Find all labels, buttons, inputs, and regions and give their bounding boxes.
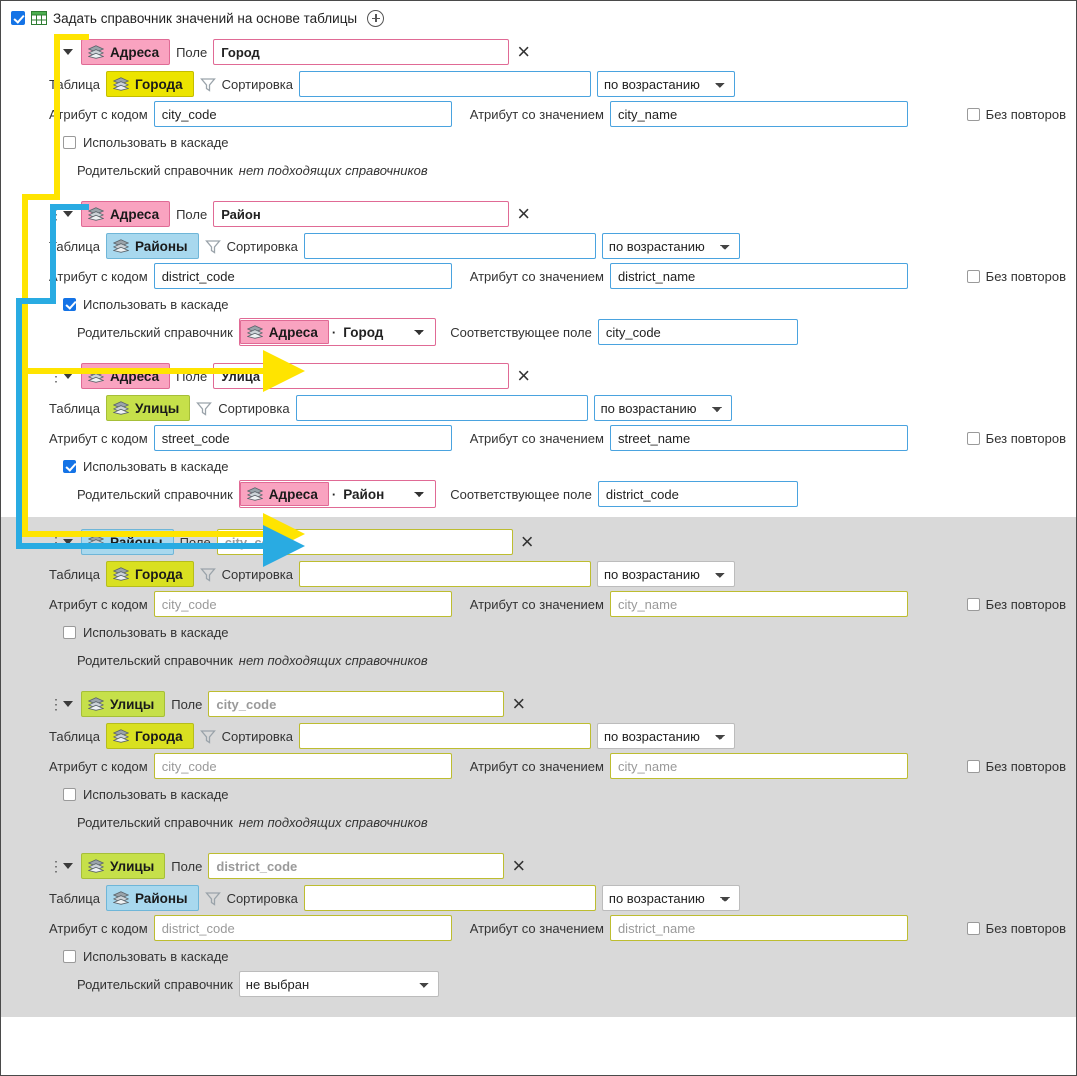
field-input[interactable] <box>213 363 509 389</box>
sort-label: Сортировка <box>221 728 293 744</box>
parent-dictionary-row <box>49 807 1068 837</box>
code-attribute-label: Атрибут с кодом <box>49 106 148 122</box>
table-name-pill[interactable] <box>106 233 199 259</box>
remove-card-button[interactable]: × <box>512 853 526 878</box>
sort-order-select[interactable] <box>602 885 740 911</box>
value-attribute-label: Атрибут со значением <box>469 758 604 774</box>
table-sort-row <box>49 559 1068 589</box>
collapse-toggle-icon[interactable] <box>63 211 73 217</box>
no-repeats-checkbox[interactable] <box>967 108 980 121</box>
sort-label: Сортировка <box>218 400 290 416</box>
table-label: Таблица <box>49 890 100 906</box>
cascade-row <box>49 943 1068 969</box>
enable-dictionary-checkbox[interactable] <box>11 11 25 25</box>
table-sort-row <box>49 231 1068 261</box>
code-attribute-label: Атрибут с кодом <box>49 920 148 936</box>
sort-order-select[interactable] <box>597 71 735 97</box>
parent-field-select[interactable] <box>337 481 433 507</box>
cascade-row <box>49 129 1068 155</box>
collapse-toggle-icon[interactable] <box>63 701 73 707</box>
value-attribute-label: Атрибут со значением <box>469 106 604 122</box>
dictionary-card <box>1 33 1076 193</box>
table-label: Таблица <box>49 566 100 582</box>
dictionary-name-label: Адреса <box>110 368 160 384</box>
value-attribute-input[interactable] <box>610 101 908 127</box>
dictionary-name-pill[interactable] <box>81 39 170 65</box>
parent-dictionary-label: Родительский справочник <box>77 324 233 340</box>
table-sort-row <box>49 721 1068 751</box>
remove-card-button[interactable]: × <box>512 691 526 716</box>
use-in-cascade-checkbox[interactable] <box>63 298 76 311</box>
stack-icon <box>88 45 104 59</box>
sort-order-select[interactable] <box>594 395 732 421</box>
drag-handle-icon[interactable]: ⋮ <box>49 44 62 60</box>
attributes-row <box>49 913 1068 943</box>
value-attribute-input[interactable] <box>610 753 908 779</box>
dictionary-name-label: Улицы <box>110 858 155 874</box>
no-repeats-label: Без повторов <box>985 430 1066 446</box>
use-in-cascade-checkbox[interactable] <box>63 626 76 639</box>
table-name-label: Районы <box>134 238 188 254</box>
table-name-label: Города <box>134 76 183 92</box>
table-sort-row <box>49 883 1068 913</box>
table-name-pill[interactable] <box>106 561 194 587</box>
parent-dictionary-chip[interactable] <box>239 318 436 346</box>
filter-funnel-icon[interactable] <box>205 239 221 254</box>
value-attribute-input[interactable] <box>610 591 908 617</box>
sort-order-select[interactable] <box>602 233 740 259</box>
code-attribute-input[interactable] <box>154 425 452 451</box>
stack-icon <box>113 729 129 743</box>
filter-funnel-icon[interactable] <box>200 567 216 582</box>
parent-dictionary-select[interactable] <box>239 971 439 997</box>
dictionary-name-pill[interactable] <box>81 363 170 389</box>
dictionary-name-pill[interactable] <box>81 201 170 227</box>
parent-dictionary-empty-text: нет подходящих справочников <box>238 652 428 668</box>
parent-dictionary-row <box>49 155 1068 185</box>
disabled-cards-zone <box>1 517 1076 1017</box>
table-icon <box>31 11 47 25</box>
value-attribute-label: Атрибут со значением <box>469 268 604 284</box>
parent-dictionary-label: Родительский справочник <box>77 486 233 502</box>
use-in-cascade-label: Использовать в каскаде <box>83 948 229 964</box>
table-sort-row <box>49 69 1068 99</box>
sort-label: Сортировка <box>221 566 293 582</box>
value-attribute-input[interactable] <box>610 263 908 289</box>
no-repeats-label: Без повторов <box>985 106 1066 122</box>
table-name-pill[interactable] <box>106 723 194 749</box>
value-attribute-label: Атрибут со значением <box>469 430 604 446</box>
code-attribute-label: Атрибут с кодом <box>49 758 148 774</box>
stack-icon <box>113 239 129 253</box>
field-input[interactable] <box>217 529 513 555</box>
table-label: Таблица <box>49 76 100 92</box>
sort-input[interactable] <box>299 71 591 97</box>
dictionary-card <box>1 523 1076 683</box>
dictionary-name-label: Адреса <box>110 44 160 60</box>
no-repeats-checkbox[interactable] <box>967 922 980 935</box>
table-sort-row <box>49 393 1068 423</box>
table-name-label: Города <box>134 728 183 744</box>
drag-handle-icon[interactable]: ⋮ <box>49 206 62 222</box>
filter-funnel-icon[interactable] <box>200 729 216 744</box>
sort-order-select[interactable] <box>597 723 735 749</box>
use-in-cascade-checkbox[interactable] <box>63 788 76 801</box>
dictionary-card <box>1 195 1076 355</box>
parent-dictionary-label: Родительский справочник <box>77 652 233 668</box>
no-repeats-label: Без повторов <box>985 596 1066 612</box>
attributes-row <box>49 751 1068 781</box>
parent-dictionary-row <box>49 969 1068 999</box>
parent-dictionary-name-pill[interactable] <box>240 320 329 344</box>
table-name-pill[interactable] <box>106 71 194 97</box>
no-repeats-checkbox[interactable] <box>967 270 980 283</box>
remove-card-button[interactable]: × <box>517 39 531 64</box>
dictionary-card <box>1 357 1076 517</box>
dictionary-card <box>1 685 1076 845</box>
value-attribute-input[interactable] <box>610 425 908 451</box>
stack-icon <box>247 325 263 339</box>
stack-icon <box>88 697 104 711</box>
field-input[interactable] <box>208 691 504 717</box>
parent-dictionary-empty-text: нет подходящих справочников <box>238 814 428 830</box>
sort-label: Сортировка <box>226 890 298 906</box>
field-label: Поле <box>171 858 203 874</box>
stack-icon <box>88 207 104 221</box>
stack-icon <box>113 77 129 91</box>
code-attribute-input[interactable] <box>154 915 452 941</box>
filter-funnel-icon[interactable] <box>200 77 216 92</box>
dictionary-name-pill[interactable] <box>81 853 165 879</box>
use-in-cascade-checkbox[interactable] <box>63 950 76 963</box>
drag-handle-icon[interactable]: ⋮ <box>49 534 62 550</box>
stack-icon <box>113 891 129 905</box>
panel-header <box>1 1 1076 33</box>
drag-handle-icon[interactable]: ⋮ <box>49 858 62 874</box>
sort-label: Сортировка <box>221 76 293 92</box>
parent-field-select[interactable] <box>337 319 433 345</box>
card-header-row <box>49 199 1068 229</box>
use-in-cascade-label: Использовать в каскаде <box>83 624 229 640</box>
table-name-label: Улицы <box>134 400 180 416</box>
value-attribute-input[interactable] <box>610 915 908 941</box>
matching-field-label: Соответствующее поле <box>450 324 592 340</box>
no-repeats-label: Без повторов <box>985 920 1066 936</box>
no-repeats-checkbox[interactable] <box>967 598 980 611</box>
sort-input[interactable] <box>304 885 596 911</box>
stack-icon <box>113 401 129 415</box>
remove-card-button[interactable]: × <box>517 201 531 226</box>
dictionary-name-label: Адреса <box>110 206 160 222</box>
drag-handle-icon[interactable]: ⋮ <box>49 696 62 712</box>
cascade-row <box>49 453 1068 479</box>
table-name-label: Районы <box>134 890 188 906</box>
parent-dictionary-chip[interactable] <box>239 480 436 508</box>
stack-icon <box>113 567 129 581</box>
table-name-pill[interactable] <box>106 885 199 911</box>
card-header-row <box>49 527 1068 557</box>
sort-input[interactable] <box>299 561 591 587</box>
table-label: Таблица <box>49 400 100 416</box>
value-attribute-label: Атрибут со значением <box>469 596 604 612</box>
code-attribute-input[interactable] <box>154 101 452 127</box>
parent-dictionary-row <box>49 479 1068 509</box>
use-in-cascade-label: Использовать в каскаде <box>83 786 229 802</box>
code-attribute-label: Атрибут с кодом <box>49 430 148 446</box>
field-label: Поле <box>171 696 203 712</box>
dictionary-cards-list <box>1 33 1076 1017</box>
cascade-row <box>49 291 1068 317</box>
code-attribute-label: Атрибут с кодом <box>49 596 148 612</box>
table-label: Таблица <box>49 238 100 254</box>
parent-dictionary-name-label: Адреса <box>268 486 318 502</box>
card-header-row <box>49 361 1068 391</box>
card-header-row <box>49 689 1068 719</box>
no-repeats-checkbox[interactable] <box>967 432 980 445</box>
parent-dictionary-name-pill[interactable] <box>240 482 329 506</box>
stack-icon <box>88 859 104 873</box>
stack-icon <box>247 487 263 501</box>
field-label: Поле <box>176 368 208 384</box>
collapse-toggle-icon[interactable] <box>63 539 73 545</box>
dictionary-name-pill[interactable] <box>81 691 165 717</box>
sort-order-select[interactable] <box>597 561 735 587</box>
code-attribute-input[interactable] <box>154 591 452 617</box>
use-in-cascade-label: Использовать в каскаде <box>83 296 229 312</box>
dictionary-name-label: Улицы <box>110 696 155 712</box>
cascade-row <box>49 619 1068 645</box>
use-in-cascade-checkbox[interactable] <box>63 136 76 149</box>
parent-dictionary-label: Родительский справочник <box>77 814 233 830</box>
table-label: Таблица <box>49 728 100 744</box>
code-attribute-input[interactable] <box>154 263 452 289</box>
filter-funnel-icon[interactable] <box>196 401 212 416</box>
collapse-toggle-icon[interactable] <box>63 373 73 379</box>
use-in-cascade-checkbox[interactable] <box>63 460 76 473</box>
field-label: Поле <box>176 44 208 60</box>
attributes-row <box>49 261 1068 291</box>
dictionary-card <box>1 847 1076 1007</box>
remove-card-button[interactable]: × <box>517 363 531 388</box>
drag-handle-icon[interactable]: ⋮ <box>49 368 62 384</box>
value-attribute-label: Атрибут со значением <box>469 920 604 936</box>
field-input[interactable] <box>213 201 509 227</box>
use-in-cascade-label: Использовать в каскаде <box>83 458 229 474</box>
matching-field-input[interactable] <box>598 319 798 345</box>
remove-card-button[interactable]: × <box>520 529 534 554</box>
stack-icon <box>88 535 104 549</box>
parent-dictionary-label: Родительский справочник <box>77 162 233 178</box>
parent-separator: · <box>331 324 337 340</box>
parent-dictionary-empty-text: нет подходящих справочников <box>238 162 428 178</box>
dictionary-name-label: Районы <box>110 534 163 550</box>
attributes-row <box>49 589 1068 619</box>
sort-input[interactable] <box>296 395 588 421</box>
matching-field-label: Соответствующее поле <box>450 486 592 502</box>
parent-dictionary-label: Родительский справочник <box>77 976 233 992</box>
dictionary-name-pill[interactable] <box>81 529 174 555</box>
sort-label: Сортировка <box>226 238 298 254</box>
stack-icon <box>88 369 104 383</box>
field-input[interactable] <box>213 39 509 65</box>
matching-field-input[interactable] <box>598 481 798 507</box>
cascade-row <box>49 781 1068 807</box>
parent-dictionary-row <box>49 645 1068 675</box>
table-name-pill[interactable] <box>106 395 190 421</box>
add-dictionary-icon[interactable] <box>367 10 384 27</box>
card-header-row <box>49 851 1068 881</box>
field-label: Поле <box>176 206 208 222</box>
sort-input[interactable] <box>299 723 591 749</box>
use-in-cascade-label: Использовать в каскаде <box>83 134 229 150</box>
table-name-label: Города <box>134 566 183 582</box>
filter-funnel-icon[interactable] <box>205 891 221 906</box>
parent-dictionary-name-label: Адреса <box>268 324 318 340</box>
attributes-row <box>49 423 1068 453</box>
field-input[interactable] <box>208 853 504 879</box>
collapse-toggle-icon[interactable] <box>63 49 73 55</box>
code-attribute-input[interactable] <box>154 753 452 779</box>
no-repeats-checkbox[interactable] <box>967 760 980 773</box>
parent-dictionary-row <box>49 317 1068 347</box>
page-title: Задать справочник значений на основе таблицы <box>53 10 358 26</box>
attributes-row <box>49 99 1068 129</box>
no-repeats-label: Без повторов <box>985 268 1066 284</box>
no-repeats-label: Без повторов <box>985 758 1066 774</box>
collapse-toggle-icon[interactable] <box>63 863 73 869</box>
parent-separator: · <box>331 486 337 502</box>
field-label: Поле <box>179 534 211 550</box>
card-header-row <box>49 37 1068 67</box>
code-attribute-label: Атрибут с кодом <box>49 268 148 284</box>
sort-input[interactable] <box>304 233 596 259</box>
